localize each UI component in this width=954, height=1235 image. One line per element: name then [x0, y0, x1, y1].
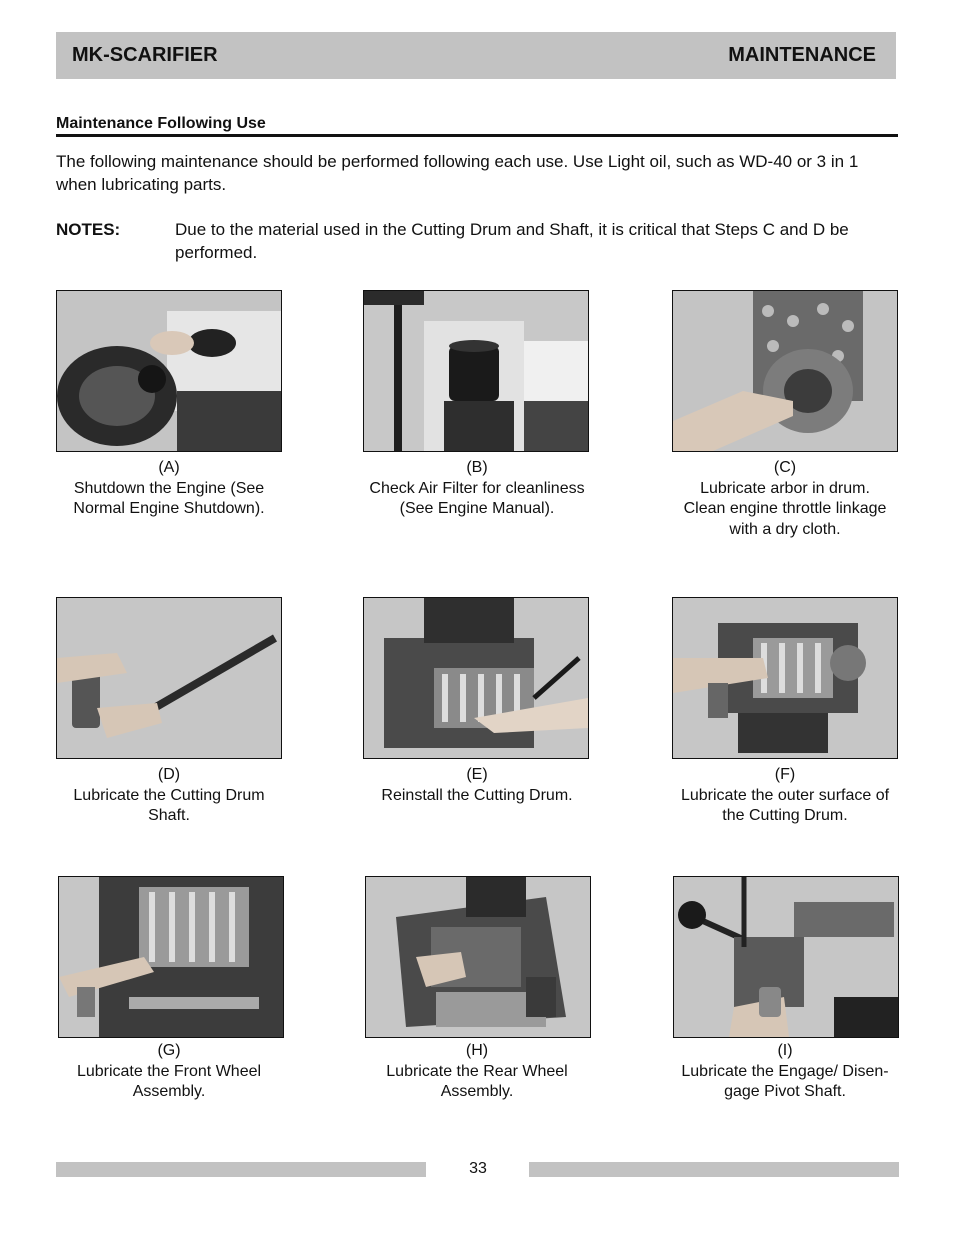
step-text-line: Lubricate arbor in drum.: [700, 479, 870, 497]
photo-step-c: [672, 290, 898, 452]
caption-step-d: [44, 765, 294, 827]
photo-step-b: [363, 290, 589, 452]
step-text-line: (See Engine Manual).: [399, 500, 555, 517]
footer-bar-right: [529, 1162, 899, 1177]
step-text-line: Lubricate the Cutting Drum: [73, 786, 265, 804]
chapter-title: MAINTENANCE: [728, 44, 876, 66]
section-divider: [56, 134, 898, 137]
photo-step-a: [56, 290, 282, 452]
step-text-line: Reinstall the Cutting Drum.: [381, 786, 573, 804]
caption-step-g: [44, 1041, 294, 1103]
step-text-line: Shutdown the Engine (See: [73, 479, 265, 497]
caption-step-b: [352, 458, 602, 520]
caption-step-e: [352, 765, 602, 806]
step-letter: (C): [773, 459, 797, 476]
step-text-line: Clean engine throttle linkage: [683, 500, 887, 517]
caption-step-i: [660, 1041, 910, 1103]
photo-step-i: [673, 876, 899, 1038]
caption-step-h: [352, 1041, 602, 1103]
photo-step-f: [672, 597, 898, 759]
page-number: 33: [469, 1160, 487, 1177]
step-text-line: Normal Engine Shutdown).: [73, 500, 265, 517]
step-letter: (D): [157, 766, 181, 783]
photo-step-e: [363, 597, 589, 759]
step-letter: (B): [466, 459, 488, 476]
step-text-line: Lubricate the Front Wheel: [76, 1062, 262, 1080]
header-bar: [56, 32, 896, 79]
document-title: MK-SCARIFIER: [72, 44, 218, 66]
step-text-line: Assembly.: [132, 1083, 206, 1100]
caption-step-c: [660, 458, 910, 540]
notes-label: NOTES:: [56, 220, 121, 239]
step-text-line: with a dry cloth.: [729, 520, 841, 538]
section-title: Maintenance Following Use: [56, 115, 266, 132]
step-text-line: Lubricate the outer surface of: [680, 786, 890, 804]
step-letter: (E): [466, 766, 488, 783]
step-text-line: Shaft.: [148, 807, 190, 824]
step-text-line: the Cutting Drum.: [722, 807, 848, 824]
step-text-line: gage Pivot Shaft.: [724, 1083, 846, 1100]
photo-step-g: [58, 876, 284, 1038]
notes-text: Due to the material used in the Cutting Drum and Shaft, it is critical that Steps C and D be performed.: [175, 220, 849, 262]
step-text-line: Lubricate the Engage/ Disen-: [681, 1062, 889, 1080]
step-letter: (F): [774, 766, 796, 783]
step-letter: (A): [158, 459, 180, 476]
step-text-line: Check Air Filter for cleanliness: [369, 479, 585, 497]
intro-paragraph: The following maintenance should be performed following each use. Use Light oil, such as WD-40 or 3 in 1 when lubricating parts.: [56, 152, 859, 194]
step-text-line: Assembly.: [440, 1083, 514, 1100]
caption-step-f: [660, 765, 910, 827]
photo-step-d: [56, 597, 282, 759]
step-letter: (I): [777, 1042, 793, 1059]
caption-step-a: [44, 458, 294, 520]
photo-step-h: [365, 876, 591, 1038]
step-letter: (G): [157, 1042, 181, 1059]
step-letter: (H): [465, 1042, 489, 1059]
footer-bar-left: [56, 1162, 426, 1177]
step-text-line: Lubricate the Rear Wheel: [386, 1062, 568, 1080]
